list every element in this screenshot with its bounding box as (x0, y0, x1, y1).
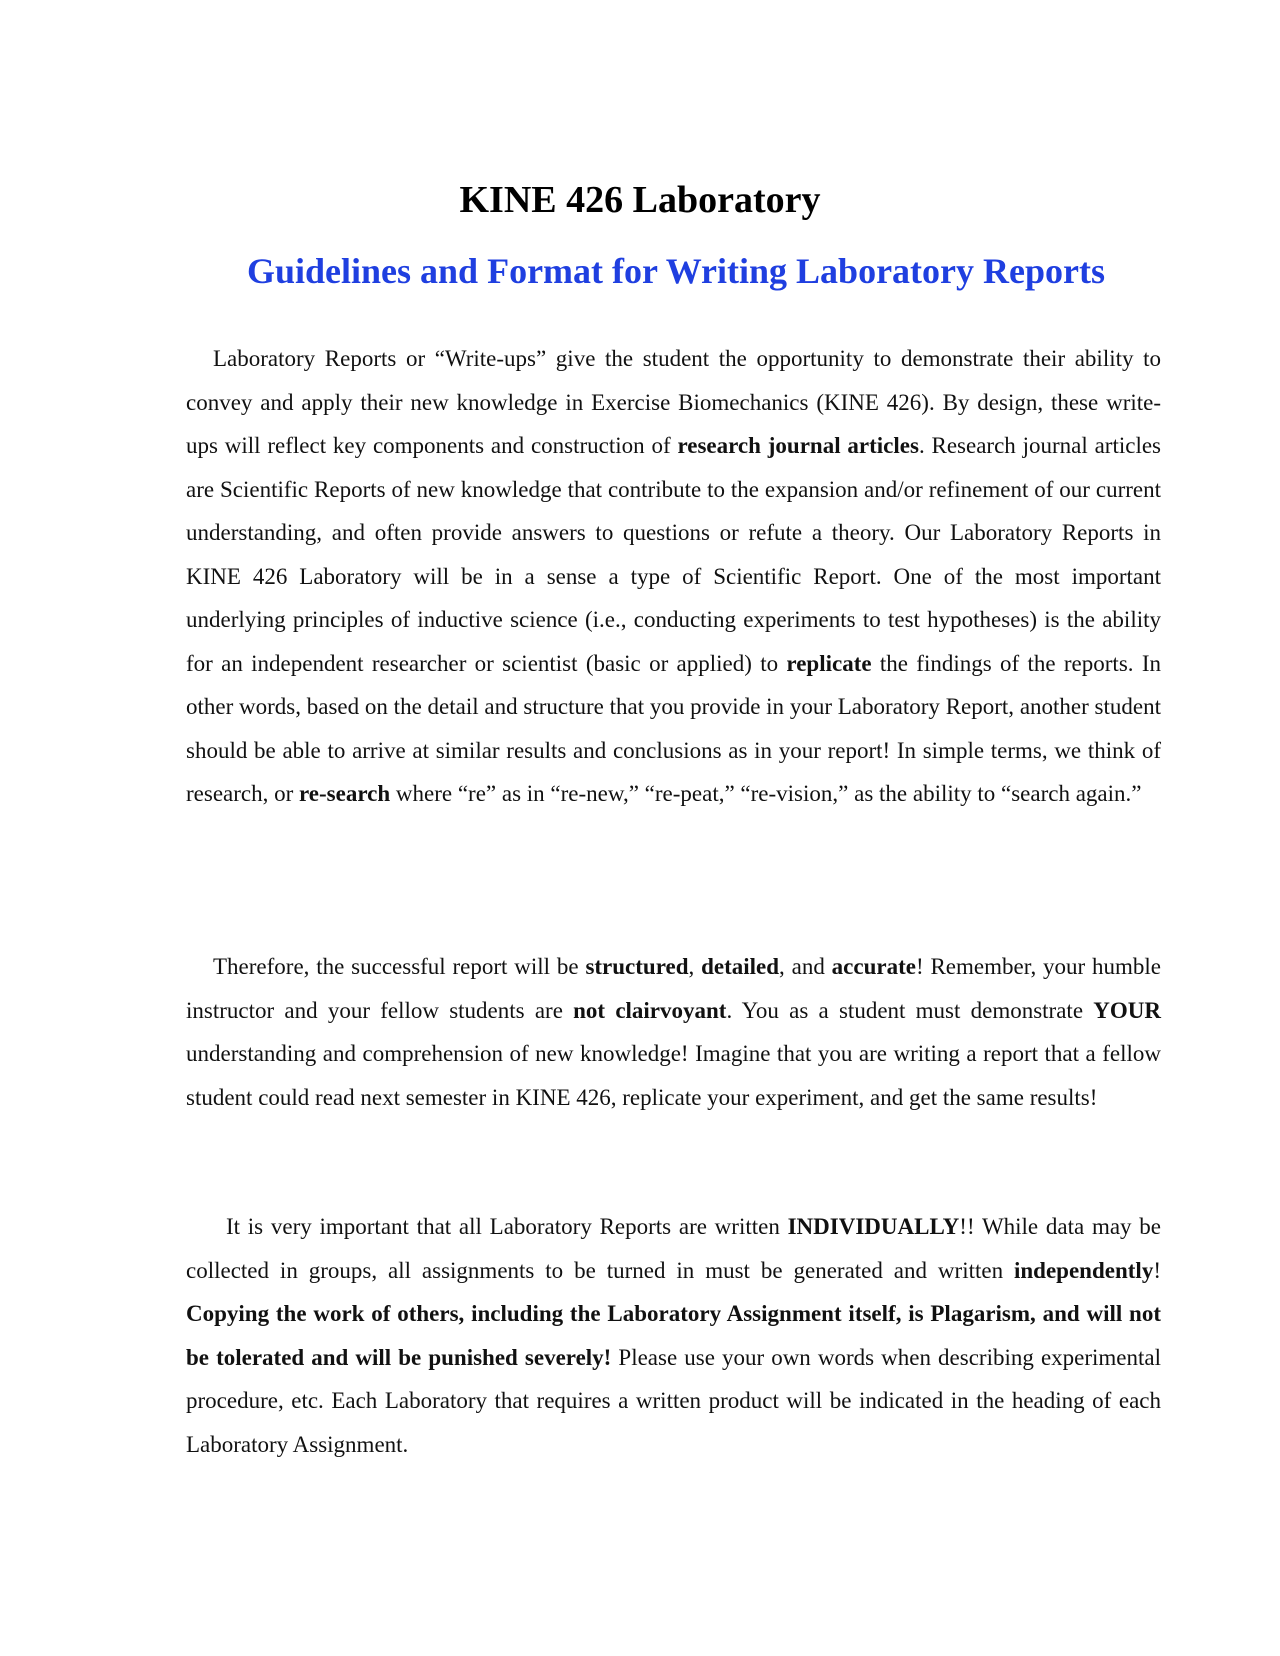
para2-text-3: , and (779, 954, 832, 979)
para1-bold-re-search: re-search (299, 781, 391, 806)
para2-text-5: . You as a student must demonstrate (726, 997, 1094, 1023)
para3-bold-individually: INDIVIDUALLY (787, 1214, 960, 1239)
para1-text-1: Laboratory Reports or “Write-ups” give the student the opportunity to demonstrate their ability to convey and apply their new knowledge in Exercise Biomechanics (KINE 426). By design, these write-ups will reflect key components and construction of (186, 346, 1161, 458)
para2-bold-structured: structured (585, 954, 689, 979)
document-subtitle: Guidelines and Format for Writing Laboratory Reports (247, 251, 1105, 291)
para1-text-3: the findings of the reports. In other words, based on the detail and structure that you provide in your Laboratory Report, another student should be able to arrive at similar results and conclusions as in your report! In simple terms, we think of research, or (186, 650, 1161, 806)
para2-bold-not-clairvoyant: not clairvoyant (573, 997, 727, 1023)
para3-text-2: !! While data may be collected in groups, all assignments to be turned in must be generated and written (186, 1214, 1161, 1283)
para3-bold-plagiarism-warning: Copying the work of others, including the Laboratory Assignment itself, is Plagarism, and will not be tolerated and will be punished severely! (186, 1301, 1161, 1370)
para1-text-4: where “re” as in “re-new,” “re-peat,” “re-vision,” as the ability to “search again.” (390, 781, 1142, 806)
para2-text-1: Therefore, the successful report will be (213, 954, 586, 979)
para3-text-3: ! (1153, 1257, 1161, 1283)
para2-text-6: understanding and comprehension of new knowledge! Imagine that you are writing a report that a fellow student could read next semester in KINE 426, replicate your experiment, and get the same results! (186, 1041, 1161, 1110)
paragraph-individual-work (186, 1205, 1161, 1466)
paragraph-report-qualities (186, 945, 1161, 1119)
para2-bold-detailed: detailed (701, 954, 780, 979)
para3-text-1: It is very important that all Laboratory Reports are written (226, 1214, 788, 1239)
para3-bold-independently: independently (1014, 1257, 1154, 1283)
para2-text-2: , (688, 954, 702, 979)
para3-text-4: Please use your own words when describing experimental procedure, etc. Each Laboratory that requires a written product will be indicated in the heading of each Laboratory Assignment. (186, 1344, 1161, 1457)
para2-bold-accurate: accurate (831, 954, 916, 979)
paragraph-intro (186, 337, 1161, 816)
para2-text-4: ! Remember, your humble instructor and your fellow students are (186, 954, 1162, 1023)
para2-bold-your: YOUR (1093, 997, 1161, 1023)
para1-bold-research-journal-articles: research journal articles (677, 433, 919, 458)
document-title: KINE 426 Laboratory (459, 179, 821, 221)
para1-text-2: . Research journal articles are Scientific Reports of new knowledge that contribute to the expansion and/or refinement of our current understanding, and often provide answers to questions or refute a theory. Our Laboratory Reports in KINE 426 Laboratory will be in a sense a type of Scientific Report. One of the most important underlying principles of inductive science (i.e., conducting experiments to test hypotheses) is the ability for an independent researcher or scientist (basic or applied) to (186, 433, 1161, 676)
para1-bold-replicate: replicate (786, 650, 872, 676)
